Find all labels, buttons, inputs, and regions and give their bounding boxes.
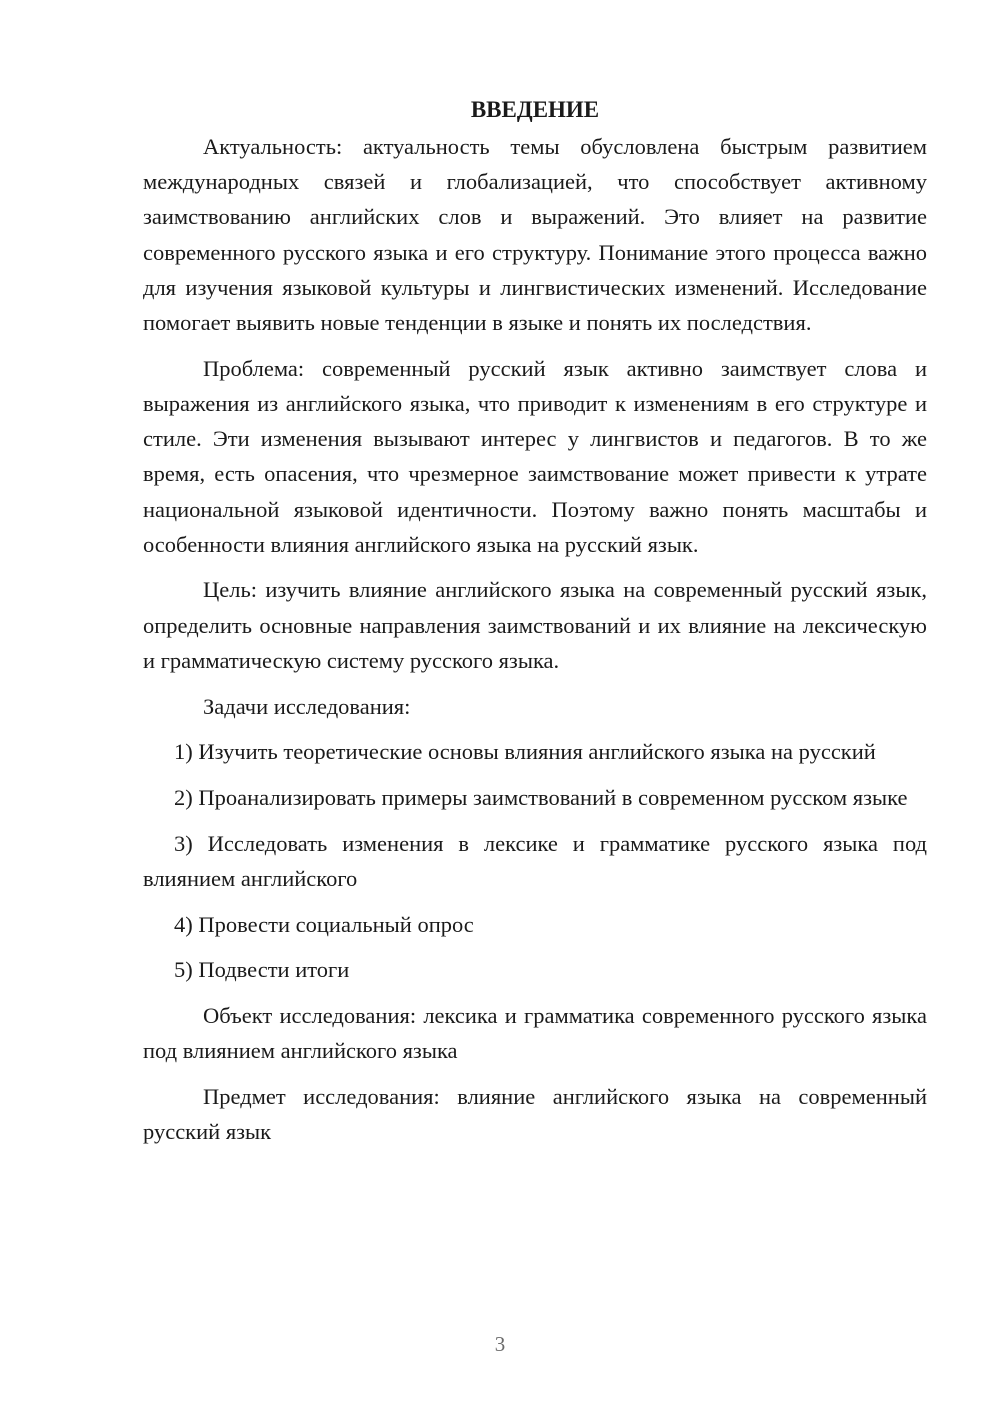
goal-paragraph: Цель: изучить влияние английского языка на современный русский язык, определить основные направления заимствований и их влияние на лексическую и грамматическую систему русского языка. [143, 577, 927, 673]
tasks-heading: Задачи исследования: [203, 693, 411, 719]
task-item-1: 1) Изучить теоретические основы влияния английского языка на русский [174, 739, 876, 765]
research-object-paragraph: Объект исследования: лексика и грамматика современного русского языка под влиянием английского языка [143, 1002, 927, 1064]
task-item-5: 5) Подвести итоги [174, 957, 350, 983]
page-content [143, 92, 927, 1160]
section-heading: ВВЕДЕНИЕ [470, 97, 600, 122]
task-item-4: 4) Провести социальный опрос [174, 911, 474, 937]
research-subject-paragraph: Предмет исследования: влияние английского языка на современный русский язык [143, 1083, 927, 1145]
page-number: 3 [494, 1332, 506, 1356]
problem-paragraph: Проблема: современный русский язык активно заимствует слова и выражения из английского языка, что приводит к изменениям в его структуре и стиле. Эти изменения вызывают интерес у лингвистов и педагогов. В то же время, есть опасения, что чрезмерное заимствование может привести к утрате национальной языковой идентичности. Поэтому важно понять масштабы и особенности влияния английского языка на русский язык. [143, 355, 927, 557]
relevance-paragraph: Актуальность: актуальность темы обусловлена быстрым развитием международных связей и глобализацией, что способствует активному заимствованию английских слов и выражений. Это влияет на развитие современного русского языка и его структуру. Понимание этого процесса важно для изучения языковой культуры и лингвистических изменений. Исследование помогает выявить новые тенденции в языке и понять их последствия. [143, 134, 927, 336]
task-item-3: 3) Исследовать изменения в лексике и грамматике русского языка под влиянием английского [143, 830, 927, 891]
task-item-2: 2) Проанализировать примеры заимствований в современном русском языке [174, 784, 908, 810]
